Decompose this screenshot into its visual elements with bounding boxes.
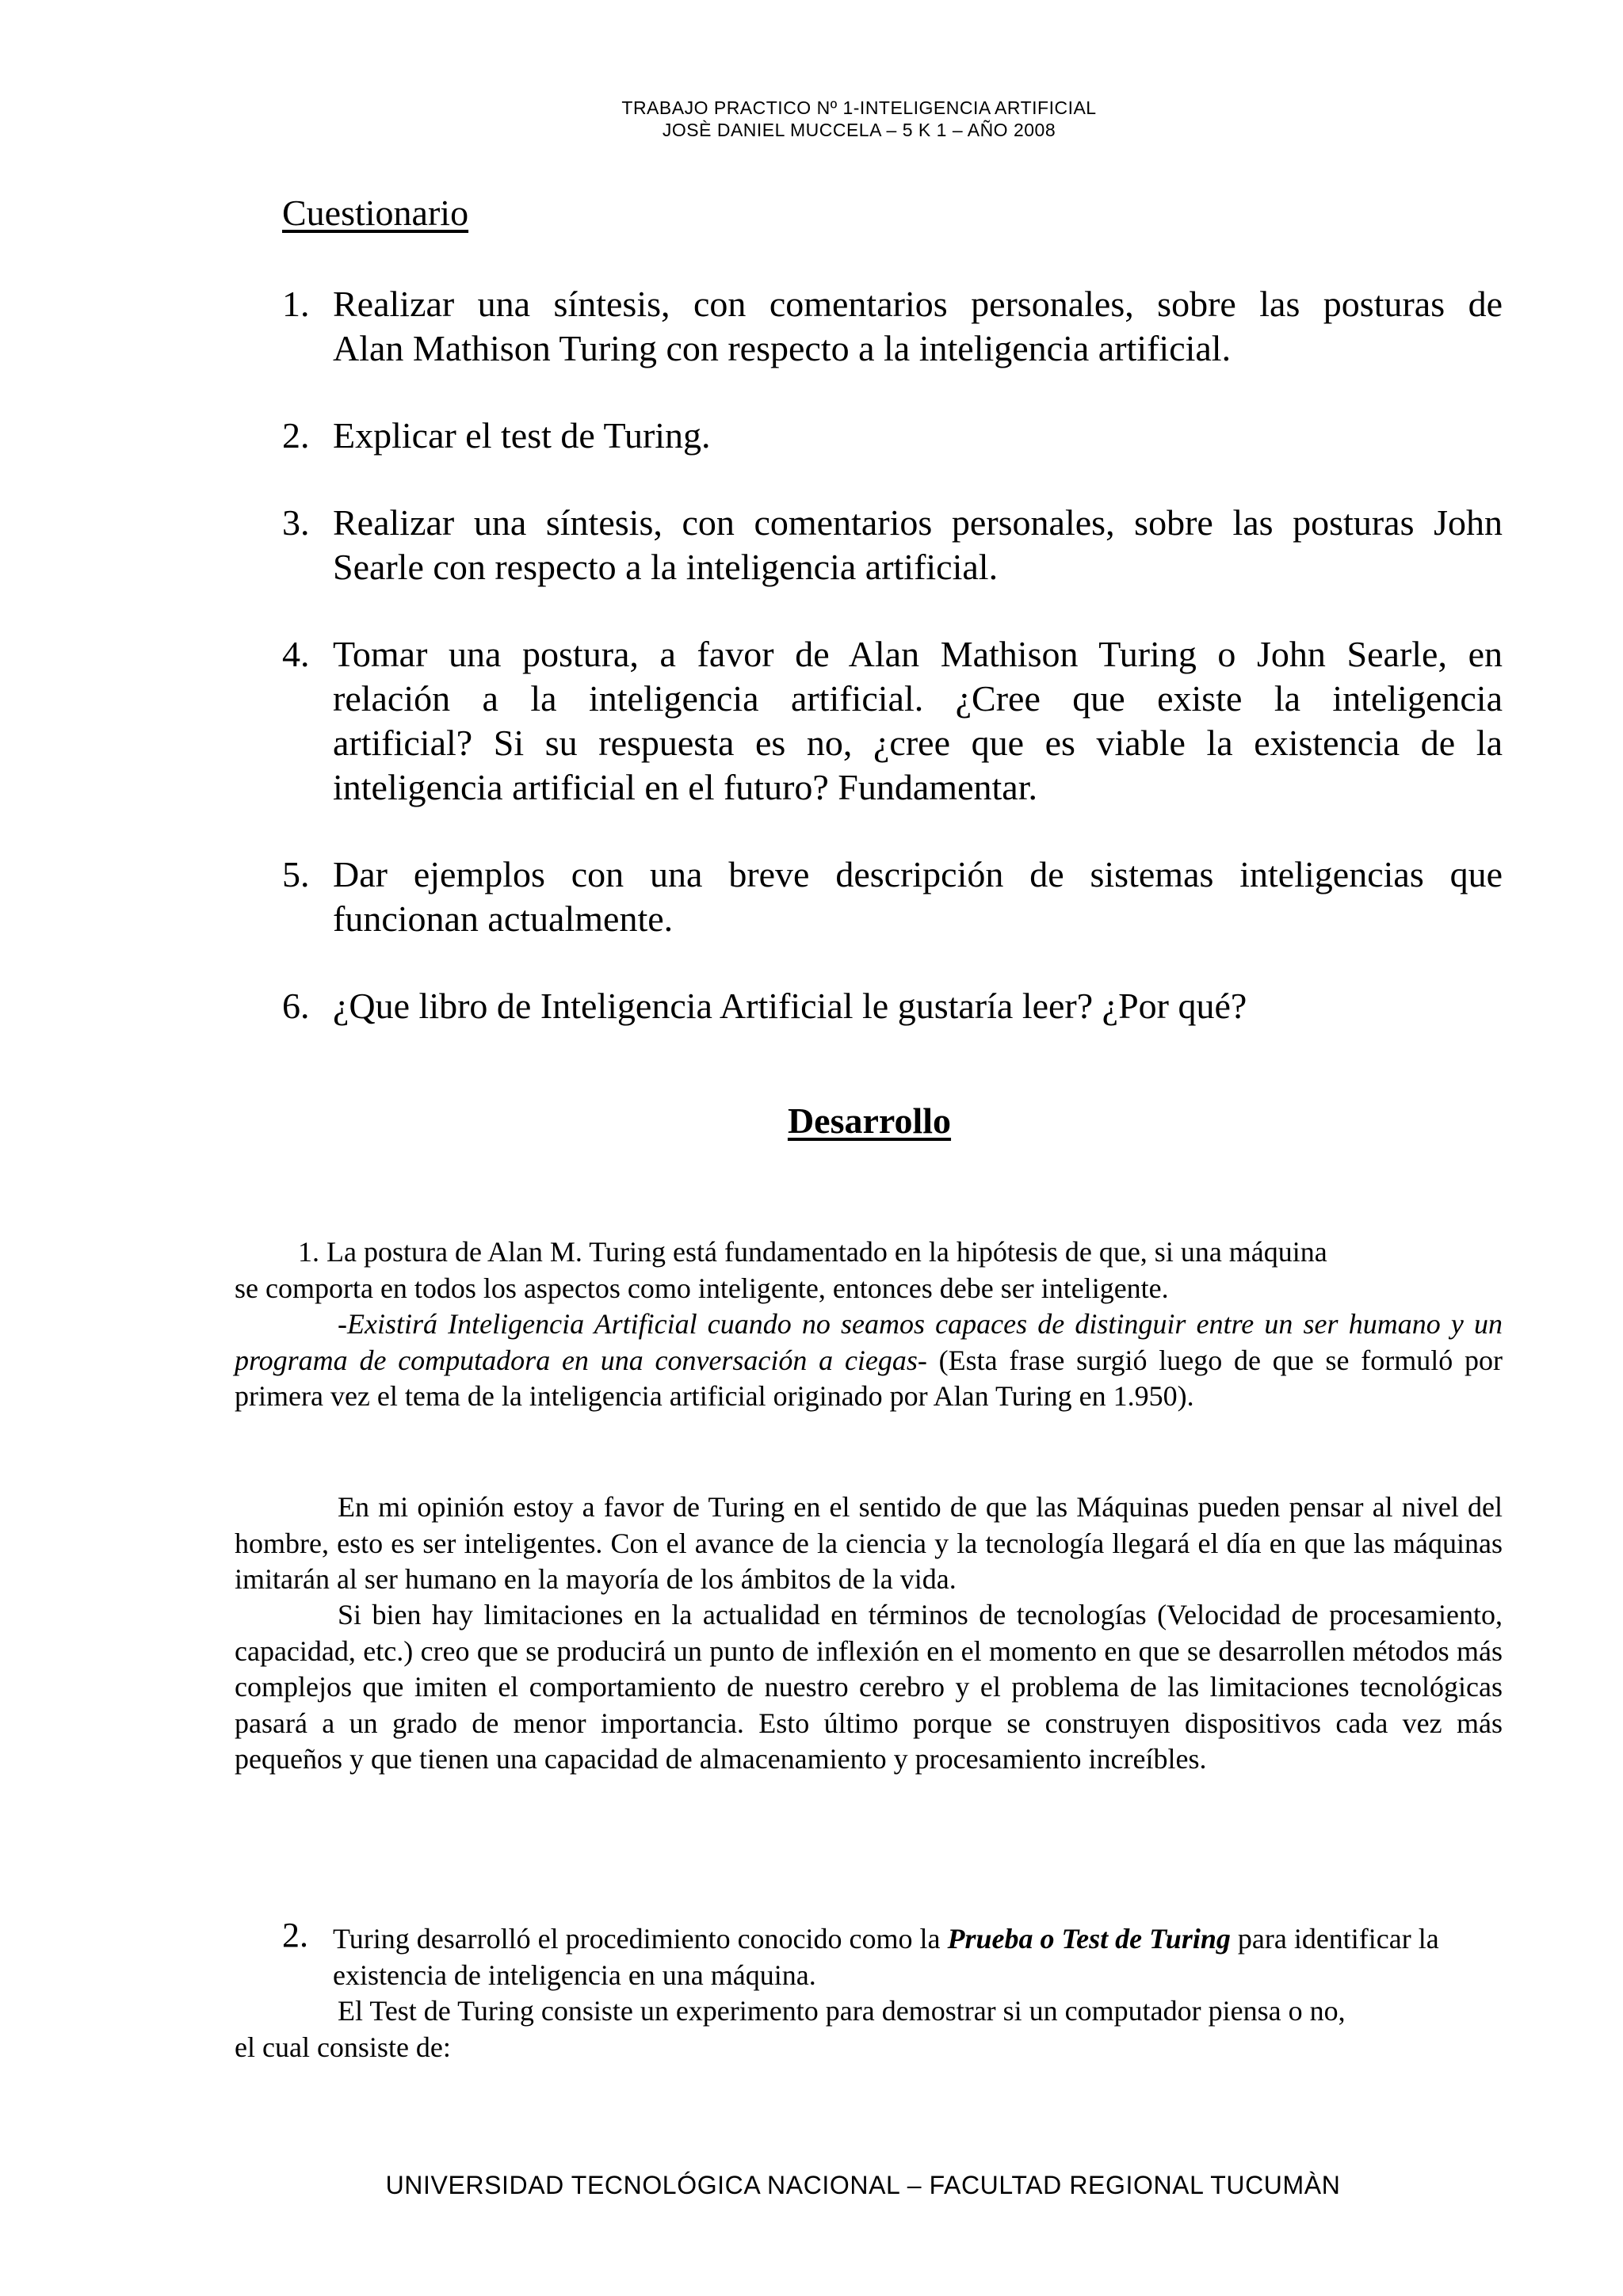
answer-1-opinion: En mi opinión estoy a favor de Turing en el sentido de que las Máquinas pueden pensar al nivel del hombre, esto es ser inteligentes. Con el avance de la ciencia y la tecnología llegará el día en que las máquinas imitarán al ser humano en la mayoría de los ámbitos de la vida.	[235, 1491, 1503, 1595]
question-number: 3.	[282, 502, 310, 543]
question-5	[282, 852, 1503, 941]
answer-1-quote	[235, 1306, 1503, 1415]
answer-line: 1. La postura de Alan M. Turing está fundamentado en la hipótesis de que, si una máquina	[298, 1236, 1327, 1268]
questionnaire-title: Cuestionario	[282, 193, 469, 233]
answer-2-continued	[235, 1993, 1503, 2065]
question-number: 2.	[282, 415, 310, 456]
question-line: Searle con respecto a la inteligencia artificial.	[333, 547, 999, 587]
question-4	[282, 632, 1503, 810]
question-number: 4.	[282, 634, 310, 674]
question-3	[282, 501, 1503, 589]
question-line: ¿Que libro de Inteligencia Artificial le gustaría leer? ¿Por qué?	[333, 986, 1247, 1026]
turing-quote: -Existirá Inteligencia Artificial cuando no seamos capaces de distinguir entre un ser humano y un programa de computadora en una conversación a ciegas-	[235, 1308, 1503, 1376]
answer-2	[282, 1916, 1503, 1993]
answer-line: El Test de Turing consiste un experimento para demostrar si un computador piensa o no,	[338, 1995, 1346, 2027]
quote-note: (Esta frase surgió luego de que se formuló por primera vez el tema de la inteligencia artificial originado por Alan Turing en 1.950).	[235, 1344, 1503, 1412]
answer-text: para identificar la existencia de inteligencia en una máquina.	[333, 1923, 1439, 1991]
answer-1-intro	[235, 1234, 1503, 1306]
question-line: Alan Mathison Turing con respecto a la inteligencia artificial.	[333, 328, 1232, 368]
header-author: JOSÈ DANIEL MUCCELA – 5 K 1 – AÑO 2008	[662, 120, 1056, 140]
question-2	[282, 414, 1503, 458]
question-line: Explicar el test de Turing.	[333, 415, 711, 456]
question-line: Realizar una síntesis, con comentarios personales, sobre las posturas de	[333, 284, 1503, 324]
question-1	[282, 282, 1503, 371]
question-number: 1.	[282, 284, 310, 324]
question-6	[282, 984, 1503, 1028]
question-number: 6.	[282, 986, 310, 1026]
answer-1-limitations: Si bien hay limitaciones en la actualidad en términos de tecnologías (Velocidad de procesamiento, capacidad, etc.) creo que se producirá un punto de inflexión en el momento en que se desarrollen métodos más complejos que imiten el comportamiento de nuestro cerebro y el problema de las limitaciones tecnológicas pasará a un grado de menor importancia. Esto último porque se construyen dispositivos cada vez más pequeños y que tienen una capacidad de almacenamiento y procesamiento increíbles.	[235, 1599, 1503, 1775]
question-line: artificial? Si su respuesta es no, ¿cree que es viable la existencia de la	[333, 723, 1503, 763]
question-line: Dar ejemplos con una breve descripción de sistemas inteligencias que	[333, 854, 1503, 894]
development-title: Desarrollo	[787, 1100, 952, 1141]
turing-test-term: Prueba o Test de Turing	[947, 1923, 1231, 1955]
header-title: TRABAJO PRACTICO Nº 1-INTELIGENCIA ARTIFICIAL	[621, 97, 1097, 118]
question-number: 5.	[282, 854, 310, 894]
answer-line: se comporta en todos los aspectos como inteligente, entonces debe ser inteligente.	[235, 1272, 1169, 1304]
answer-line: el cual consiste de:	[235, 2031, 451, 2063]
question-line: funcionan actualmente.	[333, 898, 674, 939]
question-line: inteligencia artificial en el futuro? Fundamentar.	[333, 767, 1037, 807]
page-footer: UNIVERSIDAD TECNOLÓGICA NACIONAL – FACULTAD REGIONAL TUCUMÀN	[385, 2171, 1341, 2199]
answer-number: 2.	[282, 1916, 308, 1955]
question-line: relación a la inteligencia artificial. ¿Cree que existe la inteligencia	[333, 678, 1503, 719]
question-line: Tomar una postura, a favor de Alan Mathison Turing o John Searle, en	[333, 634, 1503, 674]
question-line: Realizar una síntesis, con comentarios personales, sobre las posturas John	[333, 502, 1503, 543]
answer-text: Turing desarrolló el procedimiento conocido como la	[333, 1923, 948, 1955]
